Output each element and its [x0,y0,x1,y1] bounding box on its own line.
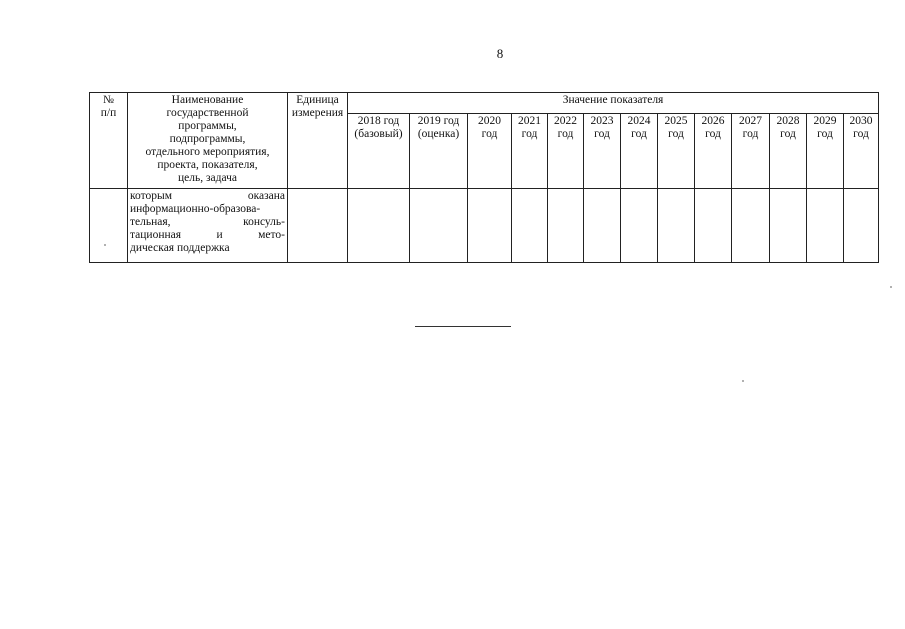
year-line1: 2026 [701,115,725,127]
year-line1: 2030 [849,115,873,127]
row-name [128,189,288,263]
year-line1: 2027 [739,115,762,127]
year-line2: год [705,128,721,140]
year-line1: 2024 [627,115,651,127]
year-line2: год [481,128,498,140]
header-year-2030 [844,114,879,189]
row-value-2020 [468,189,512,263]
year-line1: 2018 год [357,115,400,127]
year-line2: год [817,128,833,140]
end-rule [415,326,511,327]
header-unit [288,93,348,189]
row-value-2019 [410,189,468,263]
header-unit-line: измерения [291,107,344,119]
row-value-2018 [348,189,410,263]
year-line2: (базовый) [354,128,403,140]
scan-speck [742,380,744,382]
page-number: 8 [496,46,504,61]
header-year-2028 [770,114,807,189]
year-line2: (оценка) [417,128,460,140]
header-year-2019 [410,114,468,189]
row-number [90,189,128,263]
header-year-2025 [658,114,695,189]
row-value-2025 [658,189,695,263]
scan-speck [890,286,892,288]
header-year-2029 [807,114,844,189]
header-year-2022 [548,114,584,189]
year-line1: 2020 [478,115,501,127]
year-line1: 2025 [664,115,688,127]
header-name-line: проекта, показателя, [157,159,258,171]
header-year-2018 [348,114,410,189]
row-value-2022 [548,189,584,263]
row-name-line: информационно-образова- [130,203,261,215]
row-value-2029 [807,189,844,263]
header-name [128,93,288,189]
year-line1: 2028 [776,115,800,127]
row-name-line: которым оказана [130,190,285,202]
header-year-2027 [732,114,770,189]
header-year-2024 [621,114,658,189]
year-line2: год [631,128,647,140]
year-line1: 2029 [813,115,837,127]
header-year-2023 [584,114,621,189]
row-value-2027 [732,189,770,263]
row-name-line: тельная, консуль- [130,216,285,228]
header-name-line: цель, задача [177,172,238,184]
header-year-2026 [695,114,732,189]
scan-speck [104,244,106,246]
header-name-line: отдельного мероприятия, [145,146,270,158]
row-name-line: тационная и мето- [130,229,285,241]
header-number-line2: п/п [100,107,117,119]
row-value-2021 [512,189,548,263]
indicators-table [89,92,879,263]
header-name-line: государственной [166,107,249,119]
year-line2: год [594,128,610,140]
row-value-2026 [695,189,732,263]
table-row [90,189,879,263]
year-line2: год [521,128,538,140]
header-name-line: подпрограммы, [169,133,246,145]
year-line2: год [780,128,796,140]
row-name-line: дическая поддержка [130,242,230,254]
row-unit [288,189,348,263]
year-line2: год [742,128,759,140]
year-line1: 2022 [554,115,577,127]
year-line2: год [853,128,869,140]
header-number-line1: № [103,94,114,106]
header-unit-line: Единица [296,94,339,106]
row-value-2030 [844,189,879,263]
year-line1: 2019 год [417,115,460,127]
year-line2: год [557,128,574,140]
header-value-group: Значение показателя [348,93,879,114]
header-number [90,93,128,189]
header-name-line: Наименование [171,94,244,106]
year-line1: 2023 [590,115,614,127]
row-value-2028 [770,189,807,263]
header-name-line: программы, [178,120,237,132]
header-year-2021 [512,114,548,189]
year-line1: 2021 [518,115,541,127]
year-line2: год [668,128,684,140]
header-row-1 [90,93,879,114]
row-value-2023 [584,189,621,263]
header-year-2020 [468,114,512,189]
row-value-2024 [621,189,658,263]
